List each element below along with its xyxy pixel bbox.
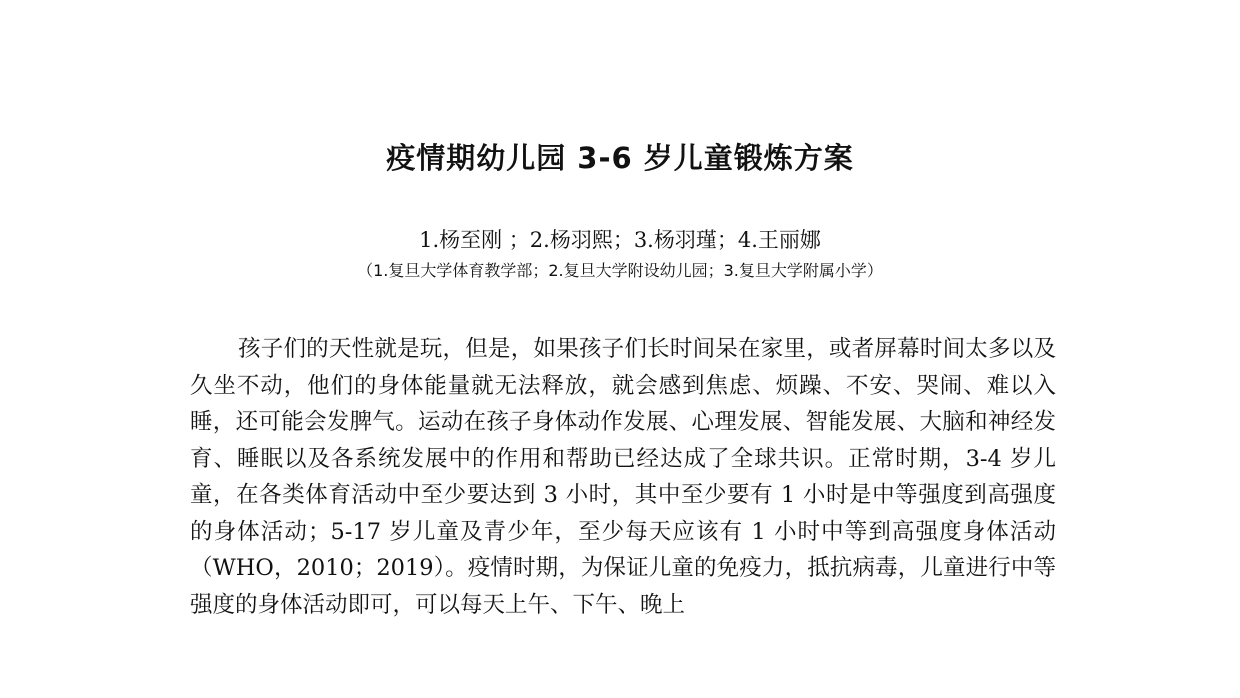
body-paragraph: 孩子们的天性就是玩，但是，如果孩子们长时间呆在家里，或者屏幕时间太多以及久坐不动，他们的身体能量就无法释放，就会感到焦虑、烦躁、不安、哭闹、难以入睡，还可能会发脾气。运动在孩子身体动作发展、心理发展、智能发展、大脑和神经发育、睡眠以及各系统发展中的作用和帮助已经达成了全球共识。正常时期，3-4 岁儿童，在各类体育活动中至少要达到 3 小时，其中至少要有 1 小时是中等强度到高强度的身体活动；5-17 岁儿童及青少年，至少每天应该有 1 小时中等到高强度身体活动（WHO，2010；2019）。疫情时期，为保证儿童的免疫力，抵抗病毒，儿童进行中等强度的身体活动即可，可以每天上午、下午、晚上: [190, 336, 1056, 618]
author-affiliations: （1.复旦大学体育教学部；2.复旦大学附设幼儿园；3.复旦大学附属小学）: [357, 261, 883, 280]
body-text: [190, 331, 1056, 623]
author-list: 1.杨至刚 ；2.杨羽熙；3.杨羽瑾；4.王丽娜: [419, 228, 821, 252]
document-title: 疫情期幼儿园 3-6 岁儿童锻炼方案: [386, 141, 854, 175]
